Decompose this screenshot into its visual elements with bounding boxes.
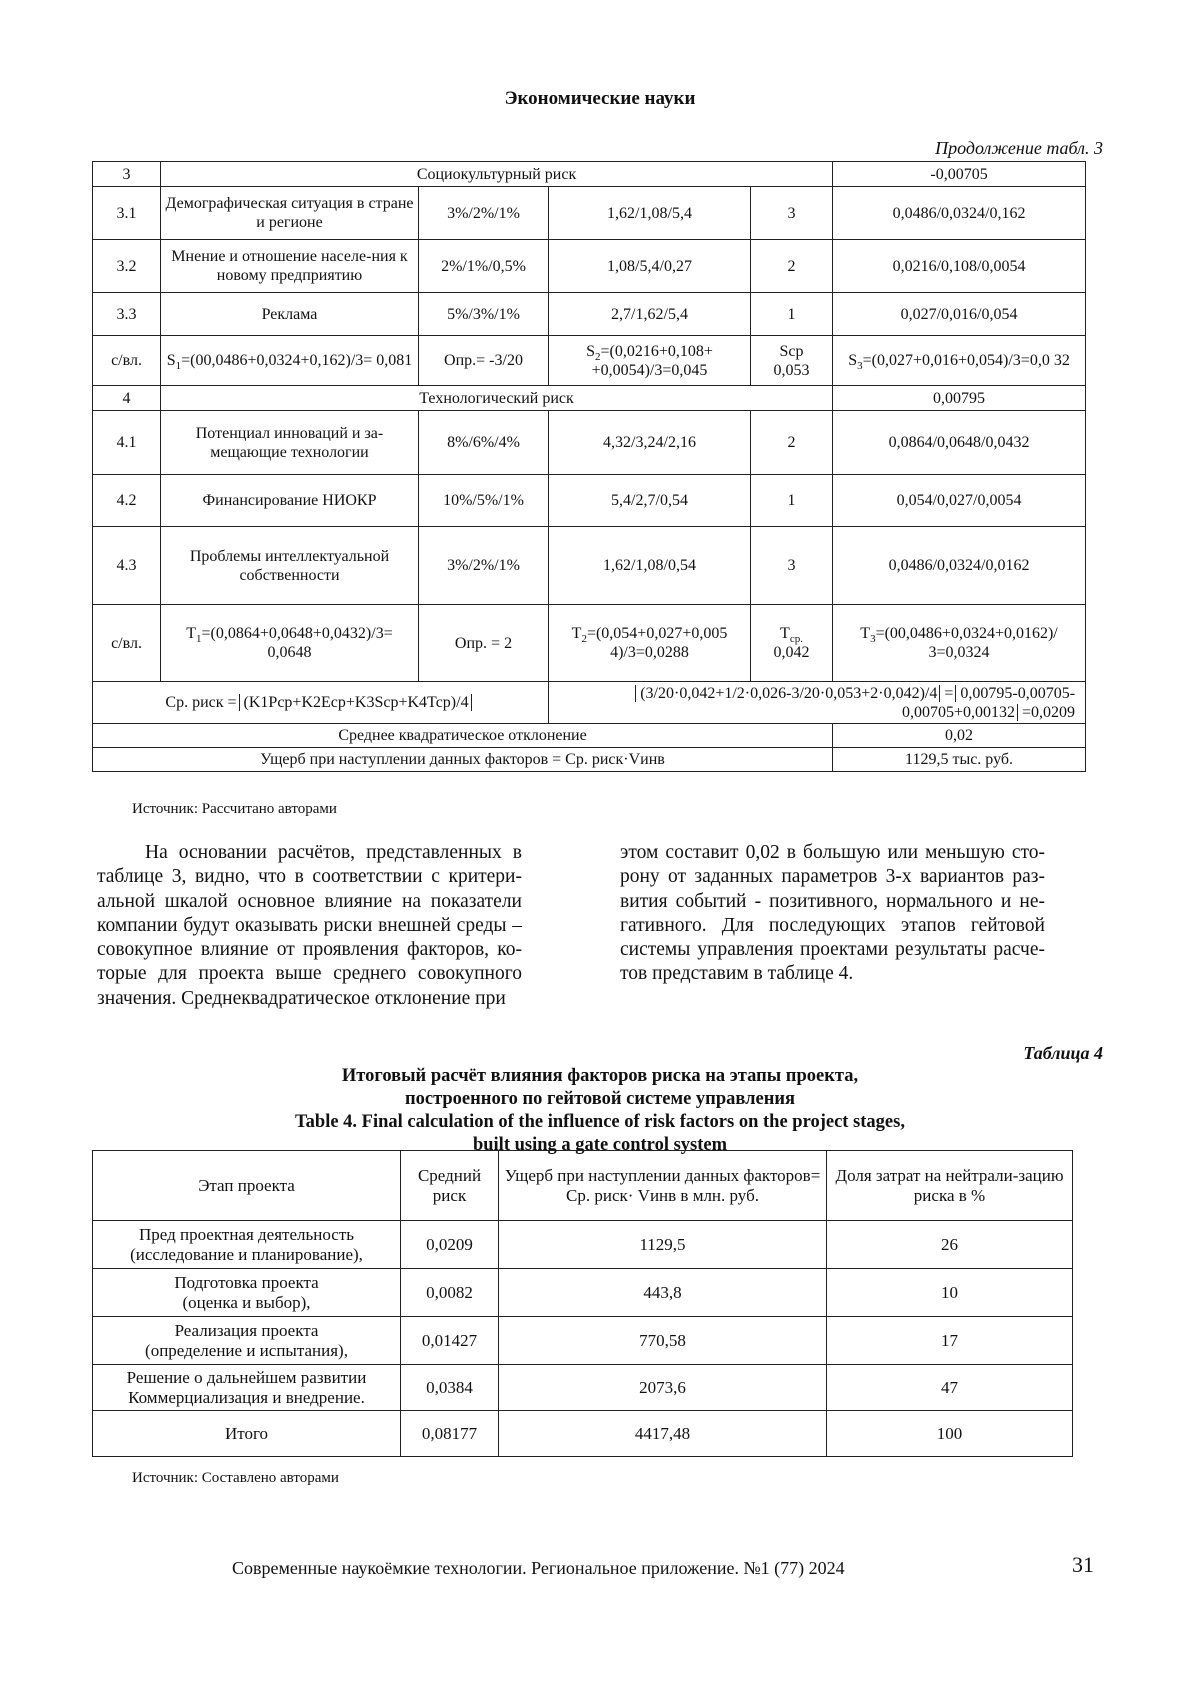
rank: 1 xyxy=(751,293,833,336)
row-number: 3.1 xyxy=(93,187,161,240)
group-value: 0,00795 xyxy=(833,386,1086,411)
risk-factor: Демографическая ситуация в стране и регионе xyxy=(161,187,419,240)
damage-row xyxy=(93,748,1086,772)
table-row xyxy=(93,240,1086,293)
table-header-row xyxy=(93,1151,1073,1221)
table-4-title-en-1: Table 4. Final calculation of the influence of risk factors on the project stages, xyxy=(295,1112,905,1132)
table-row xyxy=(93,411,1086,475)
journal-footer: Современные наукоёмкие технологии. Региональное приложение. №1 (77) 2024 xyxy=(232,1558,845,1578)
column-header-damage: Ущерб при наступлении данных факторов= Ср. риск· Vинв в млн. руб. xyxy=(499,1151,827,1221)
percent-values: 5%/3%/1% xyxy=(419,293,549,336)
page-number: 31 xyxy=(1072,1552,1094,1577)
summary-opr: Опр.= -3/20 xyxy=(419,336,549,386)
std-dev-label: Среднее квадратическое отклонение xyxy=(93,724,833,748)
share-cell: 47 xyxy=(827,1365,1073,1411)
total-label: Итого xyxy=(93,1411,401,1457)
table-row xyxy=(93,293,1086,336)
body-paragraph-right: этом составит 0,02 в большую или меньшую сто-рону от заданных параметров 3-х вариантов раз-вития событий - позитивного, нормального и не-гативного. Для последующих этапов гейтовой системы управления проектами результаты расче-тов представим в таблице 4. xyxy=(620,842,1045,985)
total-damage: 4417,48 xyxy=(499,1411,827,1457)
section-title: Экономические науки xyxy=(504,88,696,109)
table-3-source: Источник: Рассчитано авторами xyxy=(132,801,337,817)
table-3-continuation xyxy=(92,161,1086,772)
group-header-row xyxy=(93,162,1086,187)
avg-risk-cell: 0,0384 xyxy=(401,1365,499,1411)
damage-cell: 1129,5 xyxy=(499,1221,827,1269)
summary-formula-2: $S_2=(0,0216+0,108+ +0,0054)/3=0,045$ xyxy=(549,336,751,386)
damage-value: 1129,5 тыс. руб. xyxy=(833,748,1086,772)
percent-values: 8%/6%/4% xyxy=(419,411,549,475)
rank: 2 xyxy=(751,240,833,293)
row-number: 4.2 xyxy=(93,475,161,527)
damage-cell: 770,58 xyxy=(499,1317,827,1365)
table-4-source: Источник: Составлено авторами xyxy=(132,1470,339,1486)
rank: 2 xyxy=(751,411,833,475)
summary-formula-1: $S_1=(00,0486+0,0324+0,162)/3= 0,081$ xyxy=(161,336,419,386)
table-row xyxy=(93,475,1086,527)
table-row xyxy=(93,1365,1073,1411)
summary-row xyxy=(93,605,1086,682)
row-number: 3.2 xyxy=(93,240,161,293)
std-dev-value: 0,02 xyxy=(833,724,1086,748)
total-row xyxy=(93,1411,1073,1457)
average-risk-calculation: (3/20·0,042+1/2·0,026-3/20·0,053+2·0,042)/4 = 0,00795-0,00705- 0,00705+0,00132 =0,0209 xyxy=(549,682,1086,724)
risk-factor: Проблемы интеллектуальной собственности xyxy=(161,527,419,605)
scenario-values: 1,62/1,08/0,54 xyxy=(549,527,751,605)
summary-formula-3: $S_3=(0,027+0,016+0,054)/3=0,0$ 32 xyxy=(833,336,1086,386)
scenario-values: 1,62/1,08/5,4 xyxy=(549,187,751,240)
table-row xyxy=(93,1317,1073,1365)
avg-risk-cell: 0,0082 xyxy=(401,1269,499,1317)
weighted-values: 0,0486/0,0324/0,162 xyxy=(833,187,1086,240)
percent-values: 10%/5%/1% xyxy=(419,475,549,527)
weighted-values: 0,054/0,027/0,0054 xyxy=(833,475,1086,527)
scenario-values: 4,32/3,24/2,16 xyxy=(549,411,751,475)
stage-cell: Реализация проекта (определение и испытания), xyxy=(93,1317,401,1365)
stage-cell: Решение о дальнейшем развитии Коммерциализация и внедрение. xyxy=(93,1365,401,1411)
share-cell: 26 xyxy=(827,1221,1073,1269)
percent-values: 3%/2%/1% xyxy=(419,527,549,605)
summary-row xyxy=(93,336,1086,386)
scenario-values: 2,7/1,62/5,4 xyxy=(549,293,751,336)
share-cell: 10 xyxy=(827,1269,1073,1317)
summary-formula-3: $T_3=(00,0486+0,0324+0,0162)/$ 3=0,0324 xyxy=(833,605,1086,682)
weighted-values: 0,027/0,016/0,054 xyxy=(833,293,1086,336)
rank: 3 xyxy=(751,187,833,240)
rank: 3 xyxy=(751,527,833,605)
weighted-values: 0,0216/0,108/0,0054 xyxy=(833,240,1086,293)
table-4-label: Таблица 4 xyxy=(1023,1043,1103,1063)
risk-factor: Мнение и отношение населе-ния к новому предприятию xyxy=(161,240,419,293)
summary-formula-1: $T_1=(0,0864+0,0648+0,0432)/3= 0,0648$ xyxy=(161,605,419,682)
group-header-row xyxy=(93,386,1086,411)
std-dev-row xyxy=(93,724,1086,748)
scenario-values: 1,08/5,4/0,27 xyxy=(549,240,751,293)
risk-factor: Финансирование НИОКР xyxy=(161,475,419,527)
table-4-title-ru-1: Итоговый расчёт влияния факторов риска на этапы проекта, xyxy=(341,1066,859,1086)
group-title: Технологический риск xyxy=(161,386,833,411)
summary-formula-2: $T_2=(0,054+0,027+0,005$ 4)/3=0,0288 xyxy=(549,605,751,682)
risk-factor: Потенциал инноваций и за-мещающие технологии xyxy=(161,411,419,475)
damage-label: Ущерб при наступлении данных факторов = Ср. риск·Vинв xyxy=(93,748,833,772)
summary-label: с/вл. xyxy=(93,336,161,386)
avg-risk-cell: 0,01427 xyxy=(401,1317,499,1365)
summary-opr: Опр. = 2 xyxy=(419,605,549,682)
scenario-values: 5,4/2,7/0,54 xyxy=(549,475,751,527)
stage-cell: Подготовка проекта (оценка и выбор), xyxy=(93,1269,401,1317)
rank: 1 xyxy=(751,475,833,527)
table-row xyxy=(93,187,1086,240)
row-number: 3.3 xyxy=(93,293,161,336)
table-row xyxy=(93,1221,1073,1269)
column-header-share: Доля затрат на нейтрали-зацию риска в % xyxy=(827,1151,1073,1221)
total-avg-risk: 0,08177 xyxy=(401,1411,499,1457)
group-number: 4 xyxy=(93,386,161,411)
stage-cell: Пред проектная деятельность (исследование и планирование), xyxy=(93,1221,401,1269)
average-risk-label: Ср. риск = (K1Pcp+K2Ecp+K3Scp+K4Tcp)/4 xyxy=(93,682,549,724)
table-row xyxy=(93,1269,1073,1317)
share-cell: 17 xyxy=(827,1317,1073,1365)
body-paragraph-left: На основании расчётов, представленных в таблице 3, видно, что в соответствии с критери-альной шкалой основное влияние на показатели компании будут оказывать риски внешней среды – совокупное влияние от проявления факторов, ко-торые для проекта выше среднего совокупного значения. Среднеквадратическое отклонение при xyxy=(97,842,522,1009)
table-continuation-note: Продолжение табл. 3 xyxy=(935,138,1103,158)
weighted-values: 0,0864/0,0648/0,0432 xyxy=(833,411,1086,475)
avg-risk-cell: 0,0209 xyxy=(401,1221,499,1269)
group-title: Социокультурный риск xyxy=(161,162,833,187)
summary-average: $T_{ср.}$ 0,042 xyxy=(751,605,833,682)
risk-factor: Реклама xyxy=(161,293,419,336)
percent-values: 2%/1%/0,5% xyxy=(419,240,549,293)
summary-average: Scp 0,053 xyxy=(751,336,833,386)
row-number: 4.1 xyxy=(93,411,161,475)
damage-cell: 443,8 xyxy=(499,1269,827,1317)
average-risk-row xyxy=(93,682,1086,724)
column-header-avg-risk: Средний риск xyxy=(401,1151,499,1221)
weighted-values: 0,0486/0,0324/0,0162 xyxy=(833,527,1086,605)
summary-label: с/вл. xyxy=(93,605,161,682)
table-row xyxy=(93,527,1086,605)
percent-values: 3%/2%/1% xyxy=(419,187,549,240)
table-4-title-ru-2: построенного по гейтовой системе управления xyxy=(404,1089,796,1109)
table-4-title-en-2: built using a gate control system xyxy=(472,1135,728,1155)
row-number: 4.3 xyxy=(93,527,161,605)
group-number: 3 xyxy=(93,162,161,187)
damage-cell: 2073,6 xyxy=(499,1365,827,1411)
column-header-stage: Этап проекта xyxy=(93,1151,401,1221)
table-4 xyxy=(92,1150,1073,1457)
total-share: 100 xyxy=(827,1411,1073,1457)
group-value: -0,00705 xyxy=(833,162,1086,187)
